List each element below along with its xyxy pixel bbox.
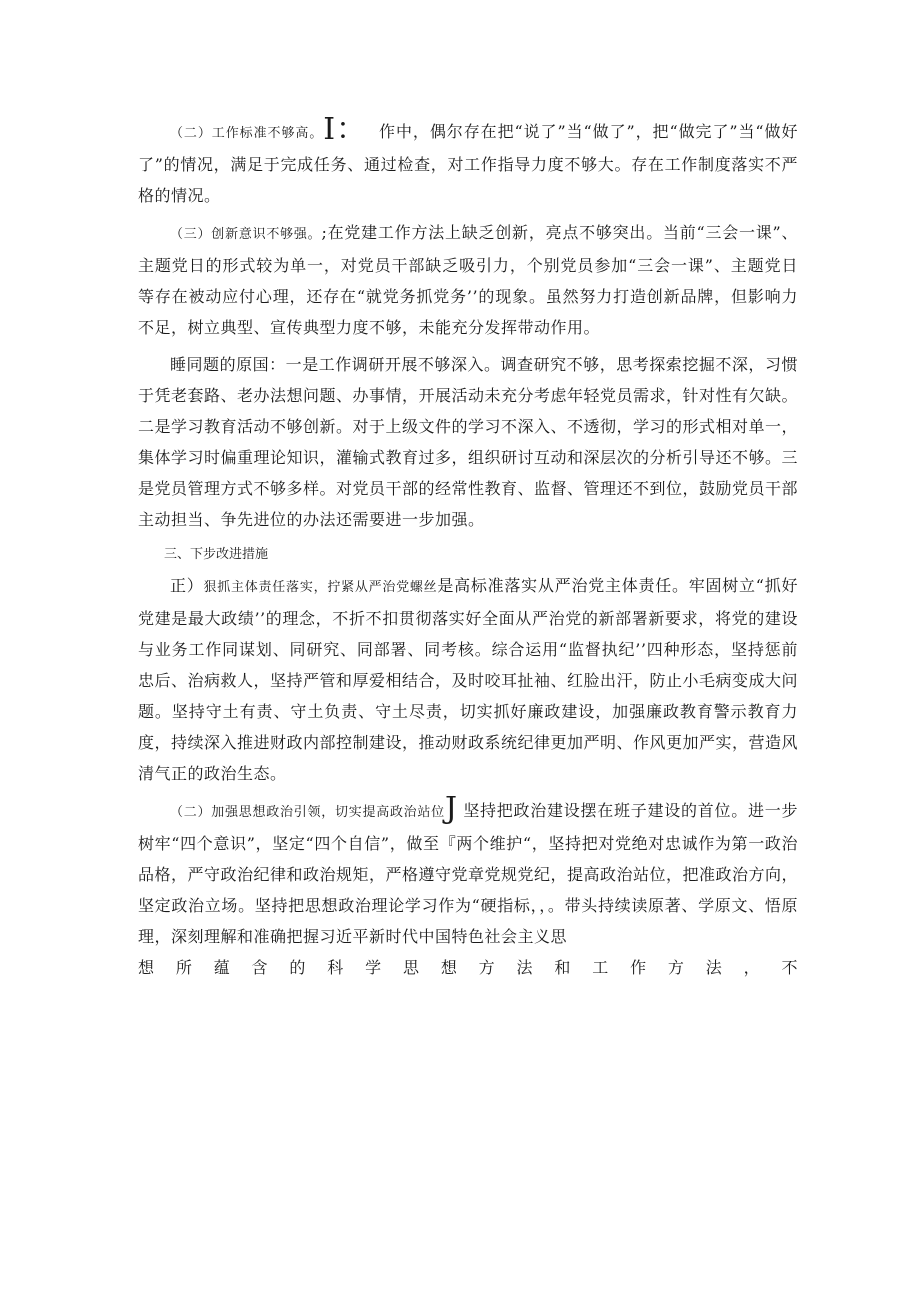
body-text: ;在党建工作方法上缺乏创新，亮点不够突出。当前“三会一课”、主题党日的形式较为单一，对党员干部缺乏吸引力，个别党员参加“三会一课”、主题党日等存在被动应付心理，还存在“就党务抓党务’’的现象。虽然努力打造创新品牌，但影响力不足，树立典型、宣传典型力度不够，未能充分发挥带动作用。 [138, 223, 798, 337]
heading-political: （二）加强思想政治引领，切实提高政治站位 [170, 805, 445, 820]
section-title-improvement: 三、下步改进措施 [164, 547, 269, 562]
paragraph-political [138, 791, 799, 952]
body-text: 睡同题的原国：一是工作调研开展不够深入。调查研究不够，思考探索挖掘不深，习惯于凭老套路、老办法想问题、办事情，开展活动未充分考虑年轻党员需求，针对性有欠缺。二是学习教育活动不够创新。对于上级文件的学习不深入、不透彻，学习的形式相对单一，集体学习时偏重理论知识，灌输式教育过多，组织研讨互动和深层次的分析引导还不够。三是党员管理方式不够多样。对党员干部的经常性教育、监督、管理还不到位，鼓励党员干部主动担当、争先进位的办法还需要进一步加强。 [138, 355, 799, 529]
body-text: 是高标准落实从严治党主体责任。牢固树立“抓好党建是最大政绩’’的理念，不折不扣贯彻落实好全面从严治党的新部署新要求，将党的建设与业务工作同谋划、同研究、同部署、同考核。综合运用“监督执纪’’四种形态，坚持惩前忠后、治病救人，坚持严管和厚爱相结合，及时咬耳扯袖、红脸出汗，防止小毛病变成大问题。坚持守土有责、守土负责、守土尽责，切实抓好廉政建设，加强廉政教育警示教育力度，持续深入推进财政内部控制建设，推动财政系统纪律更加严明、作风更加严实，营造风清气正的政治生态。 [138, 576, 799, 783]
document-page [138, 112, 799, 983]
heading-work-standard: （二）工作标准不够高。 [170, 126, 324, 141]
body-lead: 正） [170, 576, 204, 595]
paragraph-work-standard [138, 112, 798, 211]
paragraph-responsibility [138, 570, 798, 789]
heading-responsibility: 狠抓主体责任落实，拧紧从严治党螺丝 [203, 580, 438, 595]
body-text: 作中，偶尔存在把“说了”当“做了”，把“做完了”当“做好了”的情况，满足于完成任务、通过检查，对工作指导力度不够大。存在工作制度落实不严格的情况。 [138, 122, 798, 205]
paragraph-causes [138, 349, 798, 535]
ocr-mark: I： [323, 112, 367, 147]
ocr-mark: J [444, 791, 458, 826]
body-text: 坚持把政治建设摆在班子建设的首位。进一步树牢“四个意识”，坚定“四个自信”，做至『两个维护“，坚持把对党绝对忠诚作为第一政治品格，严守政治纪律和政治规矩，严格遵守党章党规党纪，提高政治站位，把准政治方向，坚定政治立场。坚持把思想政治理论学习作为“硬指标，，。带头持续读原著、学原文、悟原理，深刻理解和准确把握习近平新时代中国特色社会主义思 [138, 801, 799, 946]
heading-innovation: （三）创新意识不够强。 [170, 227, 322, 242]
paragraph-last-line: 想所蕴含的科学思想方法和工作方法，不 [138, 958, 798, 977]
paragraph-innovation [138, 217, 798, 343]
